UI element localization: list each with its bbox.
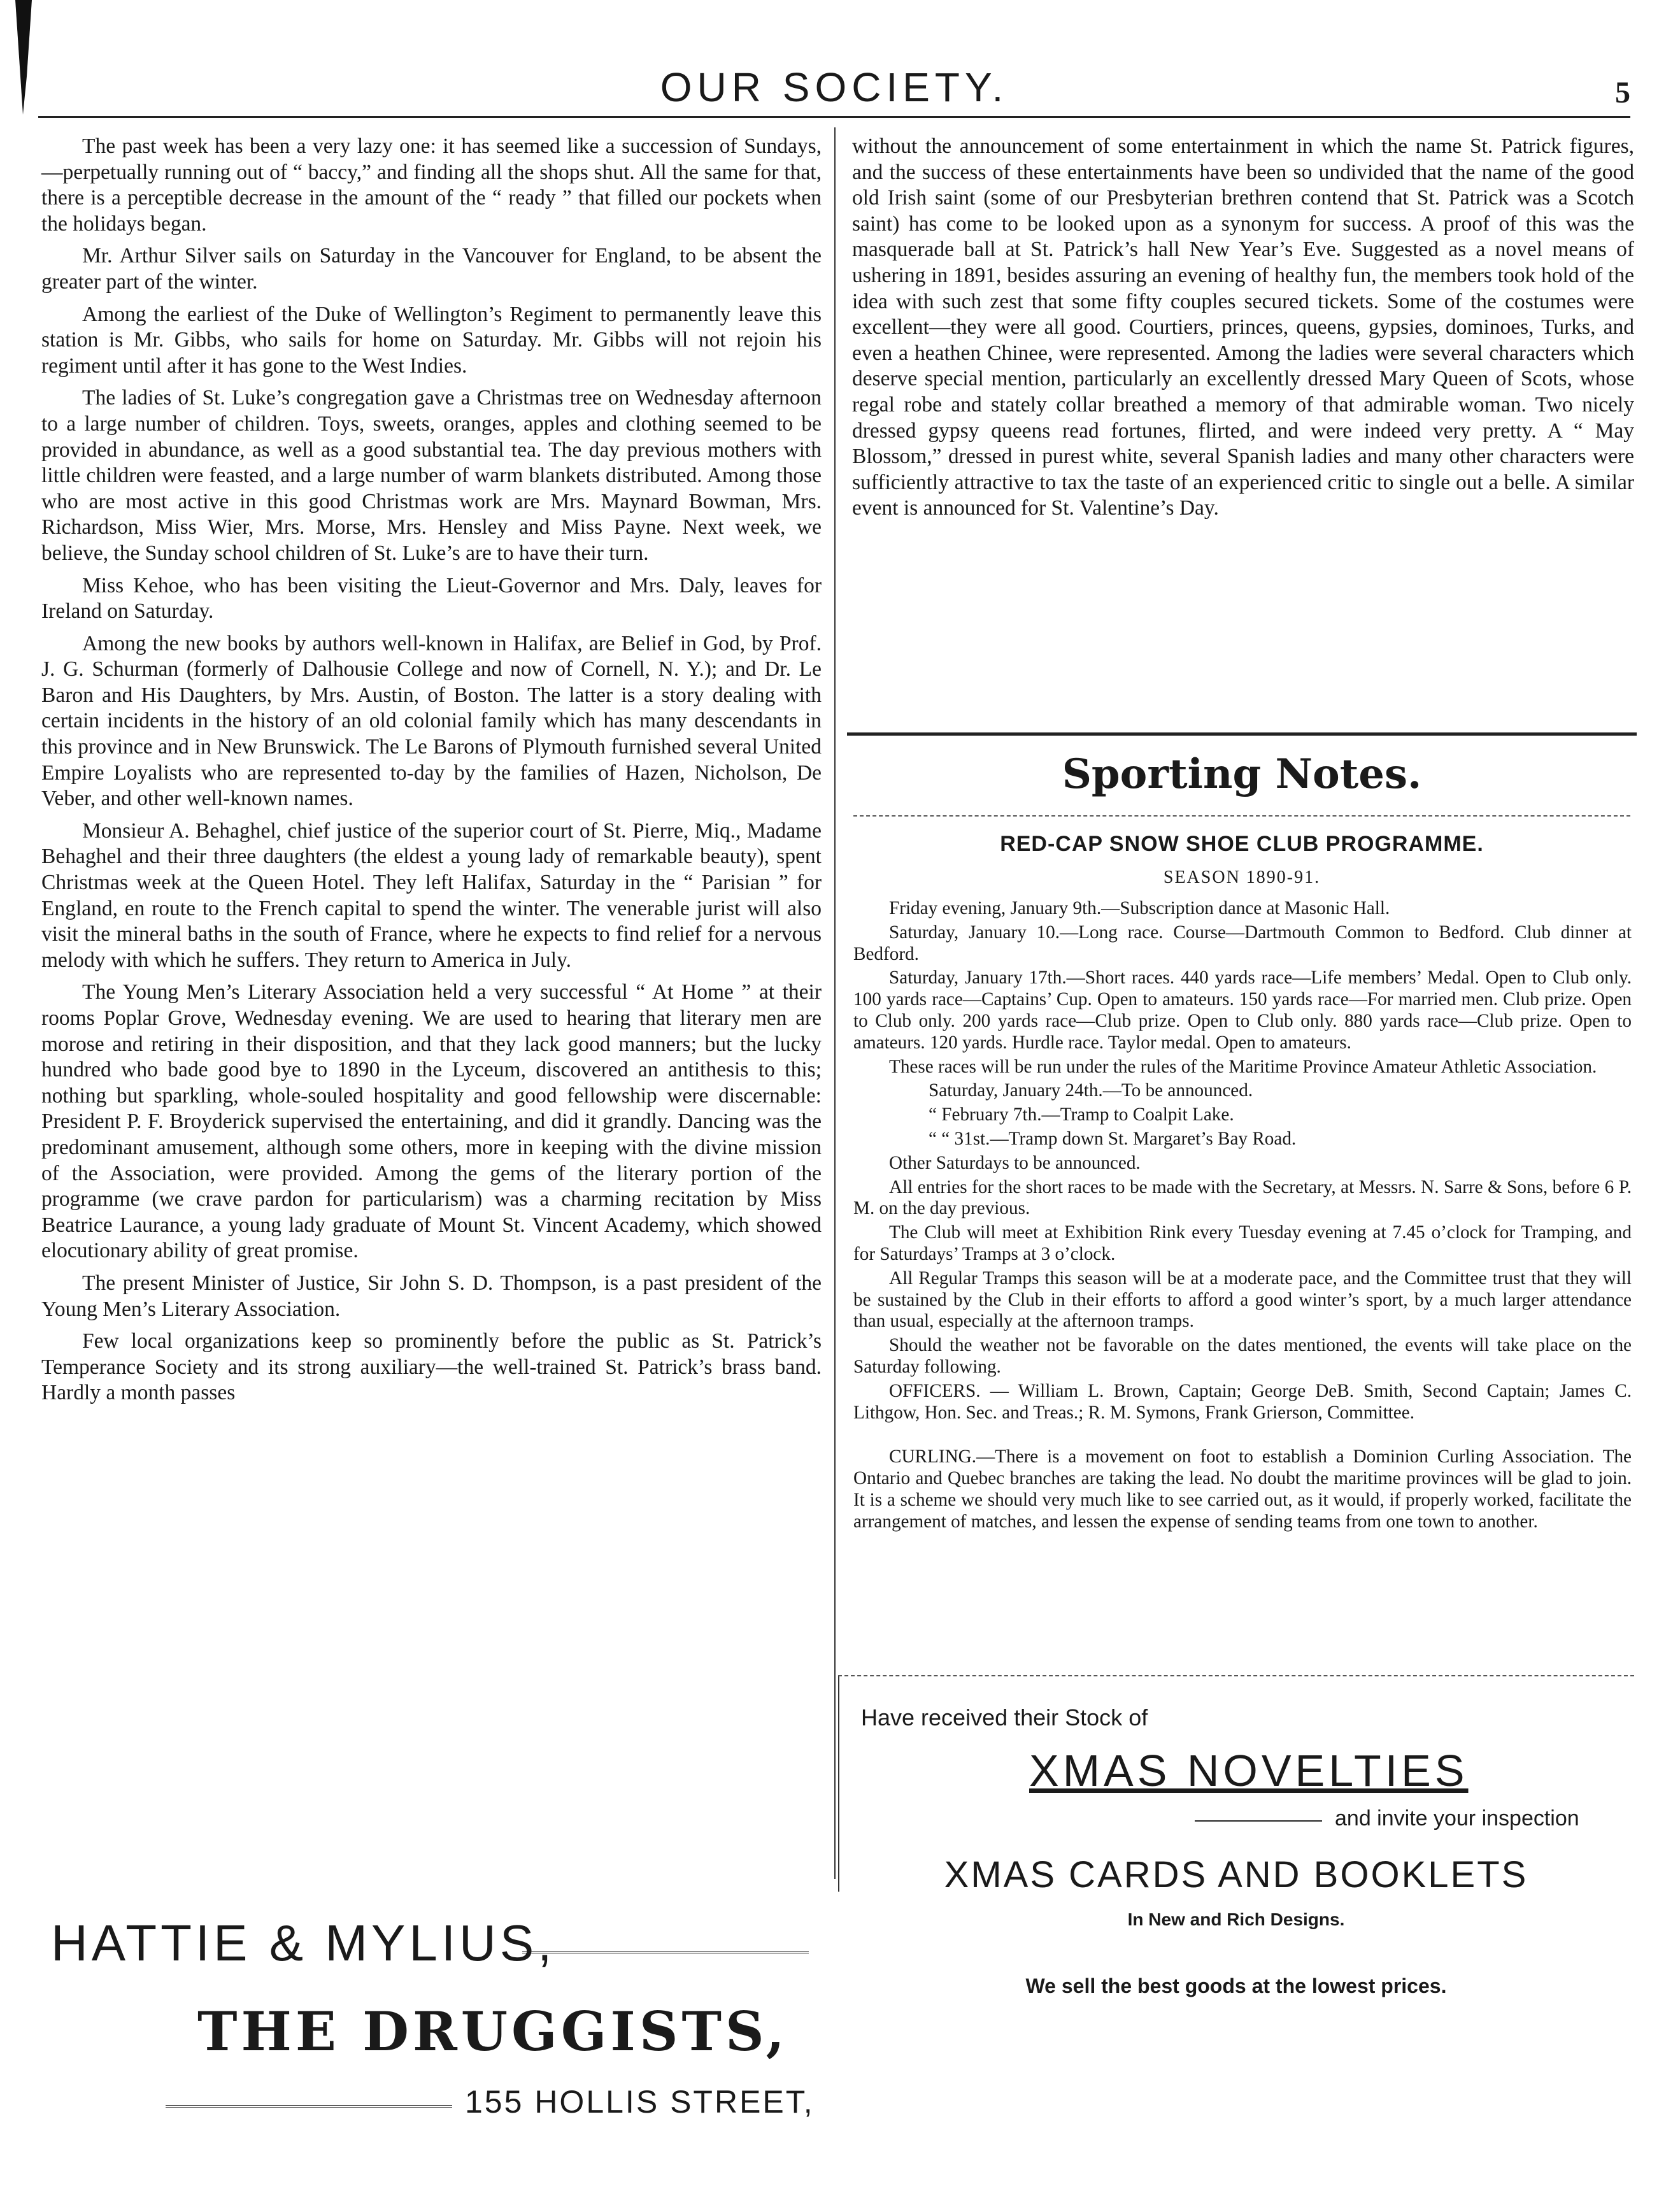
paragraph-st-patricks: Few local organizations keep so prominently before the public as St. Patrick’s Temperance Society and its strong auxiliary—the well-trained St. Patrick’s brass band. Hardly a month passes xyxy=(41,1329,822,1405)
paragraph-lazy-week: The past week has been a very lazy one: it has seemed like a succession of Sundays,—perpetually running out of “ baccy,” and finding all the shops shut. All the same for that, there is a perceptible decrease in the amount of the “ ready ” that filled our pockets when the holidays began. xyxy=(41,134,822,236)
programme-item: Saturday, January 17th.—Short races. 440 yards race—Life members’ Medal. Open to Club only. 100 yards race—Captains’ Cup. Open to amateurs. 150 yards race—For married men. Club prize. Open to Club only. 200 yards race—Club prize. Open to Club only. 880 yards race—Club prize. Open to amateurs. 120 yards. Hurdle race. Taylor medal. Open to amateurs. xyxy=(853,967,1632,1053)
left-column xyxy=(41,134,822,1866)
section-rule xyxy=(847,732,1637,736)
xmas-advertisement xyxy=(838,1675,1634,2197)
druggists-advertisement xyxy=(38,1876,834,2204)
right-column-continuation xyxy=(852,134,1634,729)
ad-slogan: We sell the best goods at the lowest prices. xyxy=(1025,1974,1447,1997)
ad-top-rule xyxy=(838,1675,1634,1676)
masthead-title: OUR SOCIETY. xyxy=(660,64,1009,110)
column-divider xyxy=(834,127,836,1879)
binding-edge-mark xyxy=(14,0,33,115)
sporting-body xyxy=(853,898,1632,1720)
paragraph-silver: Mr. Arthur Silver sails on Saturday in the Vancouver for England, to be absent the greater part of the winter. xyxy=(41,244,822,294)
sporting-notes-heading: Sporting Notes. xyxy=(1062,750,1422,798)
sporting-rule xyxy=(853,815,1630,817)
dated-item: “ February 7th.—Tramp to Coalpit Lake. xyxy=(929,1104,1234,1125)
programme-item: Friday evening, January 9th.—Subscription dance at Masonic Hall. xyxy=(889,898,1390,918)
ad-invite: and invite your inspection xyxy=(1335,1806,1579,1830)
programme-note: The Club will meet at Exhibition Rink every Tuesday evening at 7.45 o’clock for Tramping, and for Saturdays’ Tramps at 3 o’clock. xyxy=(853,1222,1632,1264)
ad-rule xyxy=(522,1951,809,1953)
club-programme-title: RED-CAP SNOW SHOE CLUB PROGRAMME. xyxy=(1000,832,1484,856)
paragraph-behaghel: Monsieur A. Behaghel, chief justice of the superior court of St. Pierre, Miq., Madame Behaghel and their three daughters (the eldest a young lady of remarkable beauty), spent Christmas week at the Queen Hotel. They left Halifax, Saturday in the “ Parisian ” for England, en route to the French capital to spend the winter. The venerable jurist will also visit the mineral baths in the south of France, where he expects to find relief for a nervous melody with which he suffers. They return to America in July. xyxy=(41,818,822,972)
programme-note: All entries for the short races to be made with the Secretary, at Messrs. N. Sarre & Sons, before 6 P. M. on the day previous. xyxy=(853,1176,1632,1219)
officers-note: OFFICERS. — William L. Brown, Captain; George DeB. Smith, Second Captain; James C. Lithgow, Hon. Sec. and Treas.; R. M. Symons, Frank Grierson, Committee. xyxy=(853,1380,1632,1423)
paragraph-new-books: Among the new books by authors well-known in Halifax, are Belief in God, by Prof. J. G. Schurman (formerly of Dalhousie College and now of Cornell, N. Y.); and Dr. Le Baron and His Daughters, by Mrs. Austin, of Boston. The latter is a story dealing with certain incidents in the history of an old colonial family which has many descendants in this province and in New Brunswick. The Le Barons of Plymouth furnished several United Empire Loyalists who are represented to-day by the families of Hazen, Nicholson, De Veber, and other well-known names. xyxy=(41,631,822,811)
programme-item: Saturday, January 10.—Long race. Course—Dartmouth Common to Bedford. Club dinner at Bedford. xyxy=(853,922,1632,964)
programme-item: These races will be run under the rules of the Maritime Province Amateur Athletic Association. xyxy=(889,1056,1597,1077)
ad-received-line: Have received their Stock of xyxy=(861,1704,1148,1730)
paragraph-gibbs: Among the earliest of the Duke of Wellington’s Regiment to permanently leave this station is Mr. Gibbs, who sails for home on Saturday. Mr. Gibbs will not rejoin his regiment until after it has gone to the West Indies. xyxy=(41,302,822,378)
programme-note: All Regular Tramps this season will be at a moderate pace, and the Committee trust that they will be sustained by the Club in their efforts to afford a good winter’s sport, by a much larger attendance than usual, especially at the afternoon tramps. xyxy=(853,1267,1632,1332)
paragraph-masquerade: without the announcement of some entertainment in which the name St. Patrick figures, and the success of these entertainments have been so undivided that the name of the good old Irish saint (some of our Presbyterian brethren contend that St. Patrick was a Scotch saint) has come to be looked upon as a synonym for success. A proof of this was the masquerade ball at St. Patrick’s hall New Year’s Eve. Suggested as a novel means of ushering in 1891, besides assuring an evening of healthy fun, the members took hold of the idea with such zest that some fifty couples secured tickets. Some of the costumes were excellent—they were all good. Courtiers, princes, queens, gypsies, dominoes, Turks, and even a heathen Chinee, were represented. Among the ladies were several characters which deserve special mention, particularly an excellently dressed Mary Queen of Scots, whose regal robe and stately collar breathed a memory of that admirable woman. Two nicely dressed gypsy queens read fortunes, flirted, and were indeed very pretty. A “ May Blossom,” dressed in purest white, several Spanish ladies and many other characters were sufficiently attractive to tax the taste of an experienced critic to single out a belle. A similar event is announced for St. Valentine’s Day. xyxy=(852,134,1634,520)
ad-cards-booklets: XMAS CARDS AND BOOKLETS xyxy=(944,1854,1528,1895)
advertiser-address: 155 HOLLIS STREET, xyxy=(465,2084,815,2120)
season-label: SEASON 1890-91. xyxy=(1163,867,1321,887)
page-number: 5 xyxy=(1615,76,1630,110)
header-rule xyxy=(38,116,1630,118)
paragraph-kehoe: Miss Kehoe, who has been visiting the Lieut-Governor and Mrs. Daly, leaves for Ireland on Saturday. xyxy=(41,573,822,624)
ad-novelties: XMAS NOVELTIES xyxy=(1029,1746,1469,1795)
paragraph-st-lukes: The ladies of St. Luke’s congregation gave a Christmas tree on Wednesday afternoon to a large number of children. Toys, sweets, oranges, apples and clothing seemed to be provided in abundance, as well as a good substantial tea. The day previous mothers with little children were feasted, and a large number of warm blankets distributed. Among those who are most active in this good Christmas work are Mrs. Maynard Bowman, Mrs. Richardson, Miss Wier, Mrs. Morse, Mrs. Hensley and Miss Payne. Next week, we believe, the Sunday school children of St. Luke’s are to have their turn. xyxy=(41,386,822,565)
dated-item: Saturday, January 24th.—To be announced. xyxy=(929,1080,1253,1101)
curling-paragraph: CURLING.—There is a movement on foot to establish a Dominion Curling Association. The Ontario and Quebec branches are taking the lead. No doubt the maritime provinces will be glad to join. It is a scheme we should very much like to see carried out, as it would, if properly worked, facilitate the arrangement of matches, and lessen the expense of sending teams from one town to another. xyxy=(853,1446,1632,1532)
paragraph-literary-association: The Young Men’s Literary Association held a very successful “ At Home ” at their rooms Poplar Grove, Wednesday evening. We are used to hearing that literary men are morose and retiring in their disposition, and that they lack good manners; but the lucky hundred who bade good bye to 1890 in the Lyceum, discovered an antithesis to this; nothing but sparkling, whole-souled hospitality and good fellowship were discernable: President P. F. Broyderick supervised the entertaining, and did it grandly. Dancing was the predominant amusement, although some others, more in keeping with the divine mission of the Association, were provided. Among the gems of the literary portion of the programme (we crave pardon for particularism) was a charming recitation by Miss Beatrice Laurance, a young lady graduate of Mount St. Vincent Academy, which showed elocutionary ability of great promise. xyxy=(41,980,822,1263)
dated-item: “ “ 31st.—Tramp down St. Margaret’s Bay Road. xyxy=(929,1128,1297,1149)
programme-note: Should the weather not be favorable on the dates mentioned, the events will take place on the Saturday following. xyxy=(853,1335,1632,1377)
advertiser-tagline: THE DRUGGISTS, xyxy=(197,2000,788,2063)
ad-designs: In New and Rich Designs. xyxy=(1127,1909,1345,1929)
advertiser-name: HATTIE & MYLIUS, xyxy=(51,1915,556,1971)
programme-note: Other Saturdays to be announced. xyxy=(889,1152,1141,1173)
page-header xyxy=(38,64,1630,115)
paragraph-thompson: The present Minister of Justice, Sir John S. D. Thompson, is a past president of the Young Men’s Literary Association. xyxy=(41,1271,822,1321)
ad-rule xyxy=(166,2105,452,2108)
ad-rule xyxy=(1195,1820,1322,1822)
